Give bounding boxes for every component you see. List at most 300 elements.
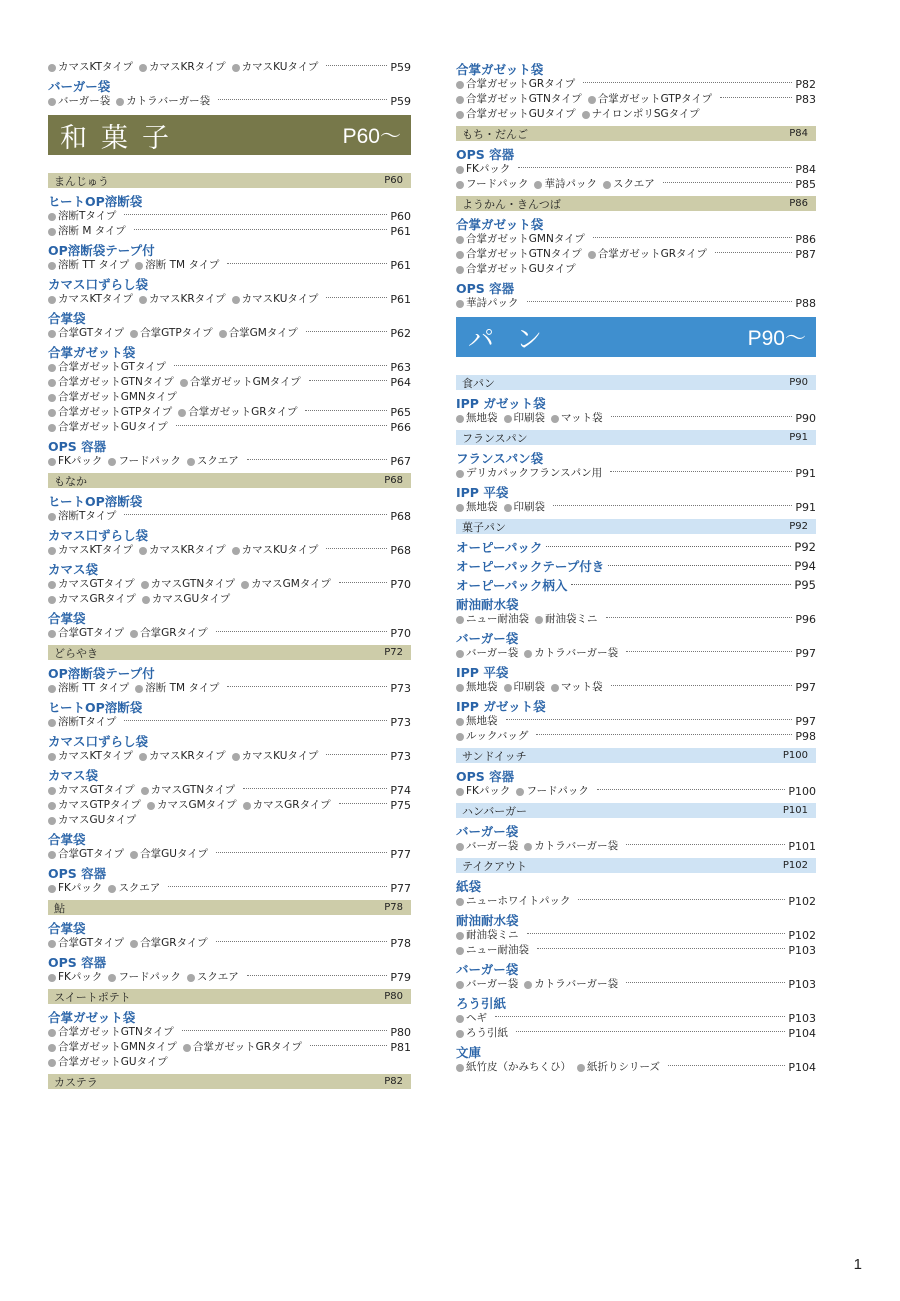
bullet-icon (139, 296, 147, 304)
product-name: カマスGRタイプ (58, 593, 136, 605)
dot-leader (606, 617, 793, 618)
product-item (588, 247, 707, 262)
product-item (48, 847, 124, 862)
group-title: IPP ガゼット袋 (456, 699, 546, 714)
product-name: 合掌ガゼットGRタイプ (192, 1041, 303, 1053)
item-page: P84 (795, 163, 816, 176)
product-item (48, 1040, 177, 1055)
bullet-icon (504, 415, 512, 423)
item-page: P65 (390, 406, 411, 419)
subcategory-title: 鮎 (54, 901, 65, 915)
product-name: 紙竹皮（かみちくひ） (466, 1061, 571, 1073)
bullet-icon (456, 932, 464, 940)
item-page: P103 (788, 944, 816, 957)
product-name: 合掌ガゼットGRタイプ (466, 78, 576, 90)
product-name: スクエア (196, 455, 239, 467)
bullet-icon (48, 513, 56, 521)
group-title: オーピーパック (456, 540, 543, 555)
item-page: P77 (390, 848, 411, 861)
category-banner (456, 317, 816, 357)
product-name: FKパック (466, 785, 511, 797)
product-group (456, 962, 816, 992)
bullet-icon (48, 630, 56, 638)
item-page: P85 (795, 178, 816, 191)
group-title-row (48, 1010, 411, 1025)
group-title-row (48, 79, 411, 94)
subcategory-bar (456, 430, 816, 445)
product-item (48, 813, 136, 828)
bullet-icon (504, 504, 512, 512)
dot-leader (182, 1030, 388, 1031)
group-title-row (48, 768, 411, 783)
group-title: バーガー袋 (456, 824, 519, 839)
product-item (48, 375, 174, 390)
item-page: P97 (795, 715, 816, 728)
product-item (139, 60, 226, 75)
product-group (456, 451, 816, 481)
product-item (48, 509, 116, 524)
group-title-row (48, 921, 411, 936)
bullet-icon (116, 98, 124, 106)
subcategory-page: P60 (384, 175, 403, 186)
product-item (456, 977, 518, 992)
bullet-icon (48, 64, 56, 72)
group-title: 合掌ガゼット袋 (48, 1010, 136, 1025)
bullet-icon (232, 753, 240, 761)
item-line (456, 1060, 816, 1075)
product-name: 無地袋 (466, 501, 498, 513)
product-name: バーガー袋 (466, 978, 519, 990)
dot-leader (339, 803, 388, 804)
product-name: カトラバーガー袋 (534, 647, 619, 659)
product-name: 合掌GTタイプ (58, 937, 125, 949)
group-title-row (48, 611, 411, 626)
subcategory-page: P102 (782, 860, 808, 871)
product-name: 合掌ガゼットGMNタイプ (58, 1041, 177, 1053)
dot-leader (553, 505, 792, 506)
group-title-row (456, 217, 816, 232)
item-page: P97 (795, 647, 816, 660)
bullet-icon (139, 547, 147, 555)
product-item (48, 681, 129, 696)
product-item (456, 92, 582, 107)
product-item (456, 729, 528, 744)
product-name: カマスGRタイプ (252, 799, 331, 811)
product-name: カトラバーガー袋 (126, 95, 211, 107)
bullet-icon (180, 379, 188, 387)
product-name: カマスKUタイプ (241, 293, 319, 305)
bullet-icon (456, 981, 464, 989)
product-group (456, 540, 816, 555)
product-item (48, 543, 133, 558)
product-name: 合掌ガゼットGTPタイプ (58, 406, 173, 418)
product-name: 溶断 TT タイプ (58, 259, 130, 271)
group-title: カマス口ずらし袋 (48, 734, 149, 749)
group-title: ろう引紙 (456, 996, 507, 1011)
item-line (456, 612, 816, 627)
subcategory-title: ようかん・きんつば (462, 197, 561, 211)
group-title: フランスパン袋 (456, 451, 544, 466)
product-item (139, 543, 226, 558)
product-item (48, 209, 116, 224)
item-line (48, 847, 411, 862)
item-line (456, 92, 816, 107)
product-name: カマスGTタイプ (58, 784, 135, 796)
bullet-icon (456, 166, 464, 174)
bullet-icon (232, 64, 240, 72)
product-item (456, 943, 529, 958)
product-name: カマスKUタイプ (241, 544, 319, 556)
group-title: OP溶断袋テープ付 (48, 243, 155, 258)
item-line (48, 970, 411, 985)
item-page: P59 (390, 61, 411, 74)
category-title: パン (468, 324, 565, 355)
product-item (178, 405, 297, 420)
product-name: FKパック (58, 455, 103, 467)
product-item (48, 783, 135, 798)
item-line (48, 258, 411, 273)
subcategory-bar (456, 858, 816, 873)
category-page: P90～ (747, 327, 806, 350)
item-page: P77 (390, 882, 411, 895)
product-name: カマスKRタイプ (148, 750, 226, 762)
subcategory-page: P82 (384, 1076, 403, 1087)
subcategory-title: もなか (54, 474, 87, 488)
group-title-row (48, 700, 411, 715)
item-page: P73 (390, 750, 411, 763)
item-line (456, 894, 816, 909)
product-name: 合掌GUタイプ (140, 848, 208, 860)
group-title-row (456, 62, 816, 77)
product-name: カマスGUタイプ (58, 814, 137, 826)
bullet-icon (524, 650, 532, 658)
item-page: P81 (390, 1041, 411, 1054)
item-line (456, 784, 816, 799)
product-item (456, 500, 498, 515)
bullet-icon (187, 458, 195, 466)
product-name: 合掌ガゼットGTタイプ (58, 361, 166, 373)
subcategory-page: P90 (789, 377, 808, 388)
product-item (456, 1060, 571, 1075)
product-name: カマスGMタイプ (156, 799, 237, 811)
group-title: 合掌ガゼット袋 (456, 217, 544, 232)
product-name: FKパック (58, 882, 103, 894)
dot-leader (306, 331, 388, 332)
subcategory-title: 菓子パン (462, 520, 506, 534)
product-name: カマスKRタイプ (148, 61, 226, 73)
bullet-icon (48, 296, 56, 304)
dot-leader (218, 99, 387, 100)
dot-leader (310, 1045, 387, 1046)
product-group (48, 611, 411, 641)
dot-leader (537, 948, 785, 949)
item-page: P87 (795, 248, 816, 261)
product-name: カマスKUタイプ (241, 61, 319, 73)
bullet-icon (241, 581, 249, 589)
dot-leader (536, 734, 792, 735)
dot-leader (227, 263, 387, 264)
product-name: 合掌GTタイプ (58, 327, 125, 339)
product-group (48, 79, 411, 109)
product-item (516, 784, 588, 799)
bullet-icon (48, 394, 56, 402)
item-line (48, 783, 411, 798)
subcategory-title: フランスパン (462, 431, 528, 445)
group-title: IPP 平袋 (456, 485, 509, 500)
subcategory-page: P86 (789, 198, 808, 209)
bullet-icon (603, 181, 611, 189)
product-group (48, 666, 411, 696)
product-name: 印刷袋 (513, 501, 545, 513)
group-title-row (456, 769, 816, 784)
product-group (456, 1045, 816, 1075)
bullet-icon (139, 753, 147, 761)
item-page: P86 (795, 233, 816, 246)
bullet-icon (48, 1029, 56, 1037)
item-line (456, 500, 816, 515)
subcategory-title: どらやき (54, 646, 98, 660)
product-name: 合掌ガゼットGTNタイプ (466, 248, 582, 260)
subcategory-bar (48, 173, 411, 188)
item-page: P101 (788, 840, 816, 853)
product-name: カマスKTタイプ (58, 544, 133, 556)
item-page: P90 (795, 412, 816, 425)
bullet-icon (48, 719, 56, 727)
product-name: 華詩パック (466, 297, 519, 309)
item-line (48, 1025, 411, 1040)
product-name: ニューホワイトパック (466, 895, 571, 907)
item-line (48, 592, 411, 607)
product-item (141, 783, 236, 798)
product-item (456, 247, 582, 262)
dot-leader (626, 651, 792, 652)
dot-leader (326, 297, 387, 298)
product-item (48, 326, 124, 341)
item-page: P62 (390, 327, 411, 340)
product-name: FKパック (58, 971, 103, 983)
product-item (456, 411, 498, 426)
group-title-row (48, 955, 411, 970)
product-group (48, 1010, 411, 1070)
group-title: オーピーパックテープ付き (456, 559, 605, 574)
product-name: 合掌ガゼットGUタイプ (58, 1056, 168, 1068)
bullet-icon (588, 96, 596, 104)
product-item (48, 715, 116, 730)
product-name: 合掌GTPタイプ (140, 327, 213, 339)
dot-leader (608, 565, 791, 566)
product-name: 溶断Tタイプ (58, 210, 117, 222)
product-name: 合掌ガゼットGMNタイプ (58, 391, 177, 403)
item-page: P73 (390, 716, 411, 729)
bullet-icon (456, 718, 464, 726)
bullet-icon (48, 458, 56, 466)
bullet-icon (551, 415, 559, 423)
product-name: 溶断 TM タイプ (145, 259, 220, 271)
item-page: P102 (788, 895, 816, 908)
subcategory-page: P92 (789, 521, 808, 532)
group-title: OPS 容器 (456, 147, 515, 162)
group-title: オーピーパック柄入 (456, 578, 568, 593)
product-item (48, 798, 141, 813)
bullet-icon (48, 330, 56, 338)
bullet-icon (48, 364, 56, 372)
product-item (456, 928, 519, 943)
product-item (551, 411, 603, 426)
product-group (48, 494, 411, 524)
item-page: P91 (795, 467, 816, 480)
item-page: P83 (795, 93, 816, 106)
bullet-icon (456, 251, 464, 259)
category-title: 和菓子 (60, 122, 183, 154)
product-name: カトラバーガー袋 (534, 840, 619, 852)
dot-leader (611, 416, 793, 417)
product-item (456, 77, 575, 92)
bullet-icon (130, 940, 138, 948)
product-name: 溶断Tタイプ (58, 510, 117, 522)
item-page: P103 (788, 978, 816, 991)
product-item (588, 92, 712, 107)
bullet-icon (135, 262, 143, 270)
bullet-icon (232, 547, 240, 555)
bullet-icon (551, 684, 559, 692)
product-item (577, 1060, 660, 1075)
group-page: P95 (794, 578, 816, 592)
product-item (130, 847, 208, 862)
item-line (456, 177, 816, 192)
group-title-row (456, 578, 816, 593)
dot-leader (339, 582, 388, 583)
item-page: P66 (390, 421, 411, 434)
dot-leader (176, 425, 388, 426)
product-name: カマスKRタイプ (148, 293, 226, 305)
bullet-icon (456, 300, 464, 308)
right-column (456, 60, 816, 1079)
item-line (456, 77, 816, 92)
item-page: P70 (390, 578, 411, 591)
dot-leader (124, 720, 387, 721)
product-item (48, 94, 110, 109)
dot-leader (611, 685, 793, 686)
group-title-row (456, 631, 816, 646)
product-name: カマスKUタイプ (241, 750, 319, 762)
bullet-icon (456, 470, 464, 478)
product-group (48, 194, 411, 239)
bullet-icon (48, 547, 56, 555)
product-item (187, 970, 239, 985)
group-title-row (48, 277, 411, 292)
bullet-icon (48, 940, 56, 948)
group-title-row (456, 913, 816, 928)
product-name: FKパック (466, 163, 511, 175)
product-item (48, 405, 172, 420)
product-item (603, 177, 655, 192)
bullet-icon (135, 685, 143, 693)
item-page: P100 (788, 785, 816, 798)
item-line (48, 326, 411, 341)
dot-leader (216, 852, 387, 853)
subcategory-title: スイートポテト (54, 990, 131, 1004)
group-page: P94 (794, 559, 816, 573)
bullet-icon (456, 111, 464, 119)
product-item (48, 936, 124, 951)
dot-leader (326, 65, 387, 66)
product-name: カマスKTタイプ (58, 750, 133, 762)
subcategory-bar (456, 519, 816, 534)
bullet-icon (48, 802, 56, 810)
product-item (241, 577, 331, 592)
product-name: スクエア (196, 971, 239, 983)
product-name: カマスGTNタイプ (150, 578, 236, 590)
product-item (232, 749, 319, 764)
product-group (48, 243, 411, 273)
bullet-icon (504, 684, 512, 692)
product-item (232, 543, 319, 558)
bullet-icon (108, 974, 116, 982)
product-item (456, 232, 585, 247)
item-line (48, 543, 411, 558)
product-item (582, 107, 700, 122)
item-page: P60 (390, 210, 411, 223)
bullet-icon (183, 1044, 191, 1052)
product-item (504, 411, 546, 426)
bullet-icon (141, 787, 149, 795)
product-group (456, 62, 816, 122)
dot-leader (247, 975, 388, 976)
left-column (48, 60, 411, 1095)
bullet-icon (108, 885, 116, 893)
item-line (456, 714, 816, 729)
product-item (183, 1040, 302, 1055)
item-page: P97 (795, 681, 816, 694)
product-name: フードパック (466, 178, 529, 190)
category-banner (48, 115, 411, 155)
product-name: 華詩パック (544, 178, 597, 190)
product-item (456, 262, 576, 277)
product-group (48, 734, 411, 764)
product-group (456, 879, 816, 909)
product-item (456, 107, 576, 122)
group-title: カマス口ずらし袋 (48, 528, 149, 543)
product-item (524, 839, 618, 854)
subcategory-title: テイクアウト (462, 859, 528, 873)
bullet-icon (187, 974, 195, 982)
dot-leader (626, 844, 785, 845)
bullet-icon (456, 733, 464, 741)
product-name: 溶断 TM タイプ (145, 682, 220, 694)
bullet-icon (48, 379, 56, 387)
product-name: ナイロンポリSGタイプ (591, 108, 700, 120)
group-title: OPS 容器 (48, 439, 107, 454)
group-title: OPS 容器 (456, 281, 515, 296)
group-page: P92 (794, 540, 816, 554)
product-item (141, 577, 236, 592)
bullet-icon (108, 458, 116, 466)
product-item (48, 60, 133, 75)
bullet-icon (456, 684, 464, 692)
dot-leader (626, 982, 785, 983)
group-title: 合掌袋 (48, 311, 86, 326)
product-item (456, 714, 498, 729)
item-page: P104 (788, 1027, 816, 1040)
bullet-icon (456, 898, 464, 906)
item-line (456, 466, 816, 481)
product-group (456, 147, 816, 192)
item-page: P104 (788, 1061, 816, 1074)
group-title-row (456, 665, 816, 680)
product-group (456, 485, 816, 515)
item-page: P61 (390, 293, 411, 306)
product-item (456, 466, 602, 481)
